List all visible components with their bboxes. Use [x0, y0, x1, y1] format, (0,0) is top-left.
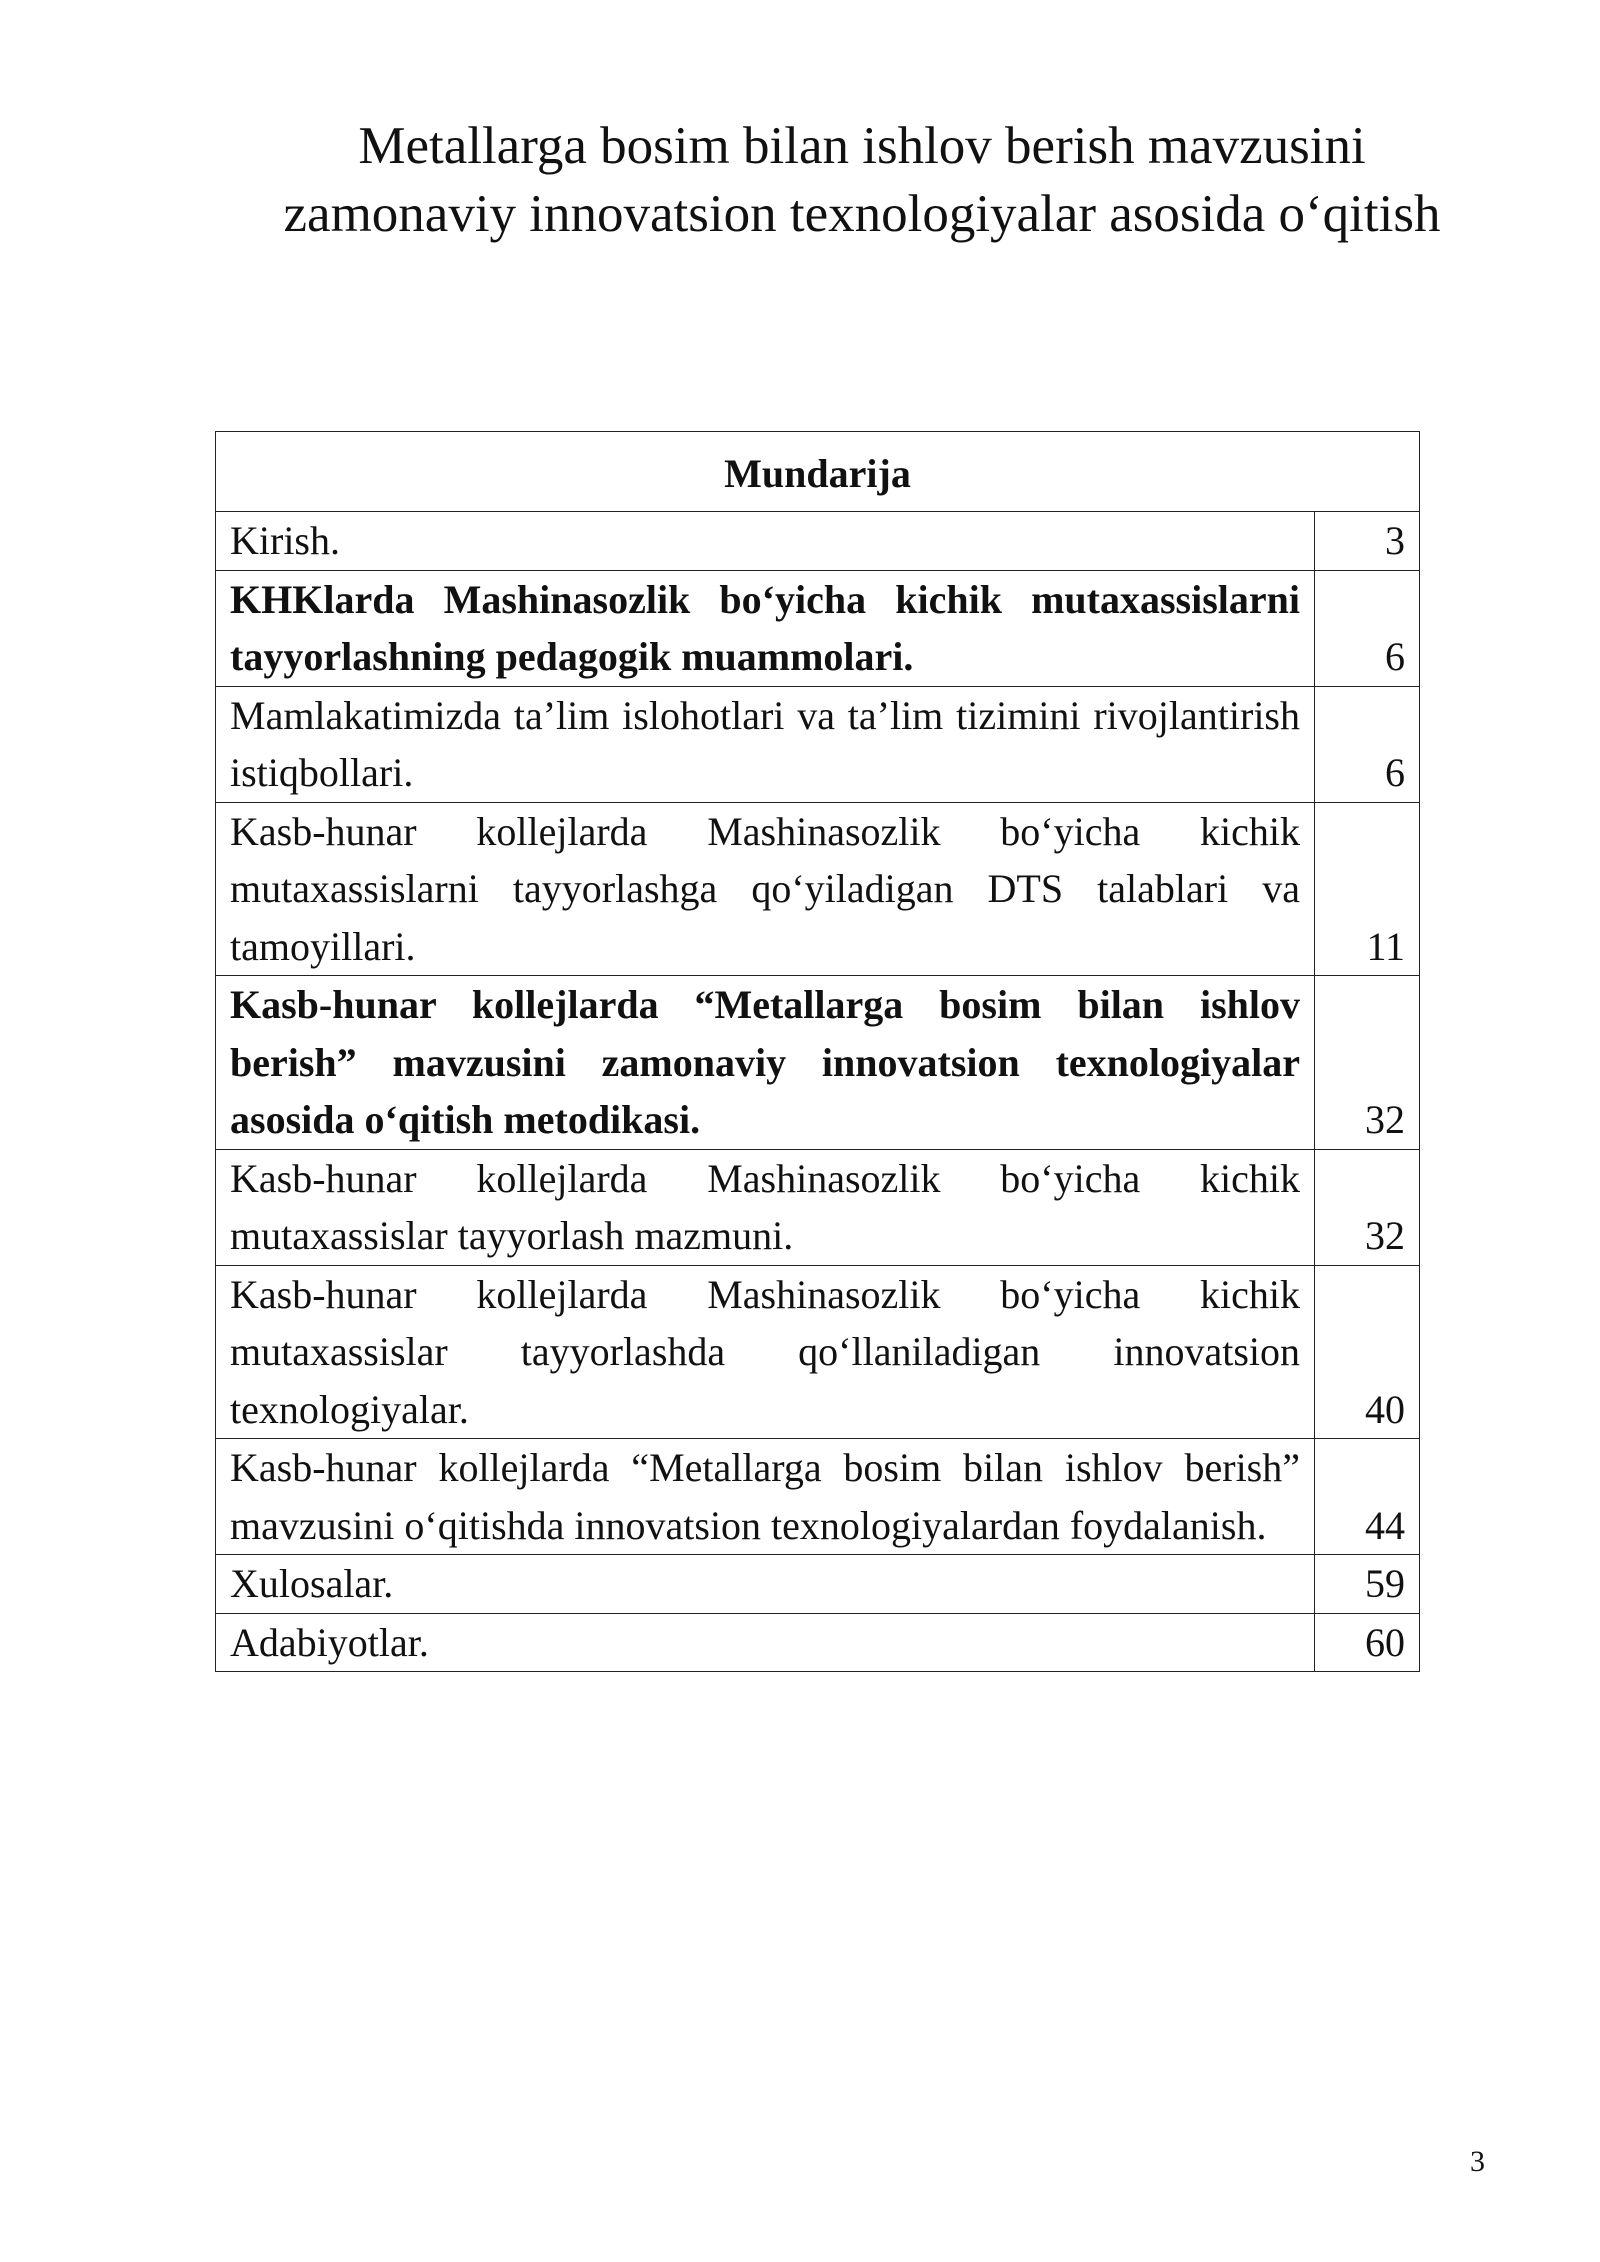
toc-entry-title: Kasb-hunar kollejlarda Mashinasozlik bo‘yicha kichik mutaxassislar tayyorlashda qo‘llaniladigan innovatsion texnologiyalar. — [216, 1265, 1315, 1439]
toc-row — [216, 1555, 1420, 1614]
toc-row — [216, 1439, 1420, 1555]
toc-heading: Mundarija — [216, 432, 1420, 512]
toc-row — [216, 802, 1420, 976]
toc-entry-title: KHKlarda Mashinasozlik bo‘yicha kichik mutaxassislarni tayyorlashning pedagogik muammolari. — [216, 570, 1315, 686]
document-title: Metallarga bosim bilan ishlov berish mavzusini zamonaviy innovatsion texnologiyalar asosida o‘qitish — [283, 117, 1441, 243]
toc-row — [216, 570, 1420, 686]
toc-entry-page: 60 — [1315, 1613, 1420, 1672]
toc-entry-title: Adabiyotlar. — [216, 1613, 1315, 1672]
toc-entry-title: Kasb-hunar kollejlarda “Metallarga bosim bilan ishlov berish” mavzusini zamonaviy innovatsion texnologiyalar asosida o‘qitish metodikasi. — [216, 976, 1315, 1150]
toc-entry-title: Mamlakatimizda ta’lim islohotlari va ta’lim tizimini rivojlantirish istiqbollari. — [216, 686, 1315, 802]
toc-body — [216, 512, 1420, 1672]
toc-entry-page: 6 — [1315, 686, 1420, 802]
toc-entry-page: 40 — [1315, 1265, 1420, 1439]
page-number: 3 — [1470, 2145, 1485, 2178]
toc-entry-page: 6 — [1315, 570, 1420, 686]
table-of-contents — [215, 431, 1420, 1672]
toc-row — [216, 1265, 1420, 1439]
toc-entry-page: 32 — [1315, 1149, 1420, 1265]
toc-entry-page: 3 — [1315, 512, 1420, 571]
toc-entry-page: 32 — [1315, 976, 1420, 1150]
toc-row — [216, 512, 1420, 571]
toc-entry-title: Kasb-hunar kollejlarda Mashinasozlik bo‘yicha kichik mutaxassislarni tayyorlashga qo‘yiladigan DTS talablari va tamoyillari. — [216, 802, 1315, 976]
toc-entry-title: Kasb-hunar kollejlarda “Metallarga bosim bilan ishlov berish” mavzusini o‘qitishda innovatsion texnologiyalardan foydalanish. — [216, 1439, 1315, 1555]
toc-entry-page: 59 — [1315, 1555, 1420, 1614]
toc-entry-title: Kirish. — [216, 512, 1315, 571]
toc-entry-page: 11 — [1315, 802, 1420, 976]
toc-row — [216, 1613, 1420, 1672]
toc-row — [216, 686, 1420, 802]
toc-entry-page: 44 — [1315, 1439, 1420, 1555]
toc-row — [216, 1149, 1420, 1265]
toc-heading-row — [216, 432, 1420, 512]
toc-entry-title: Xulosalar. — [216, 1555, 1315, 1614]
toc-entry-title: Kasb-hunar kollejlarda Mashinasozlik bo‘yicha kichik mutaxassislar tayyorlash mazmuni. — [216, 1149, 1315, 1265]
toc-row — [216, 976, 1420, 1150]
